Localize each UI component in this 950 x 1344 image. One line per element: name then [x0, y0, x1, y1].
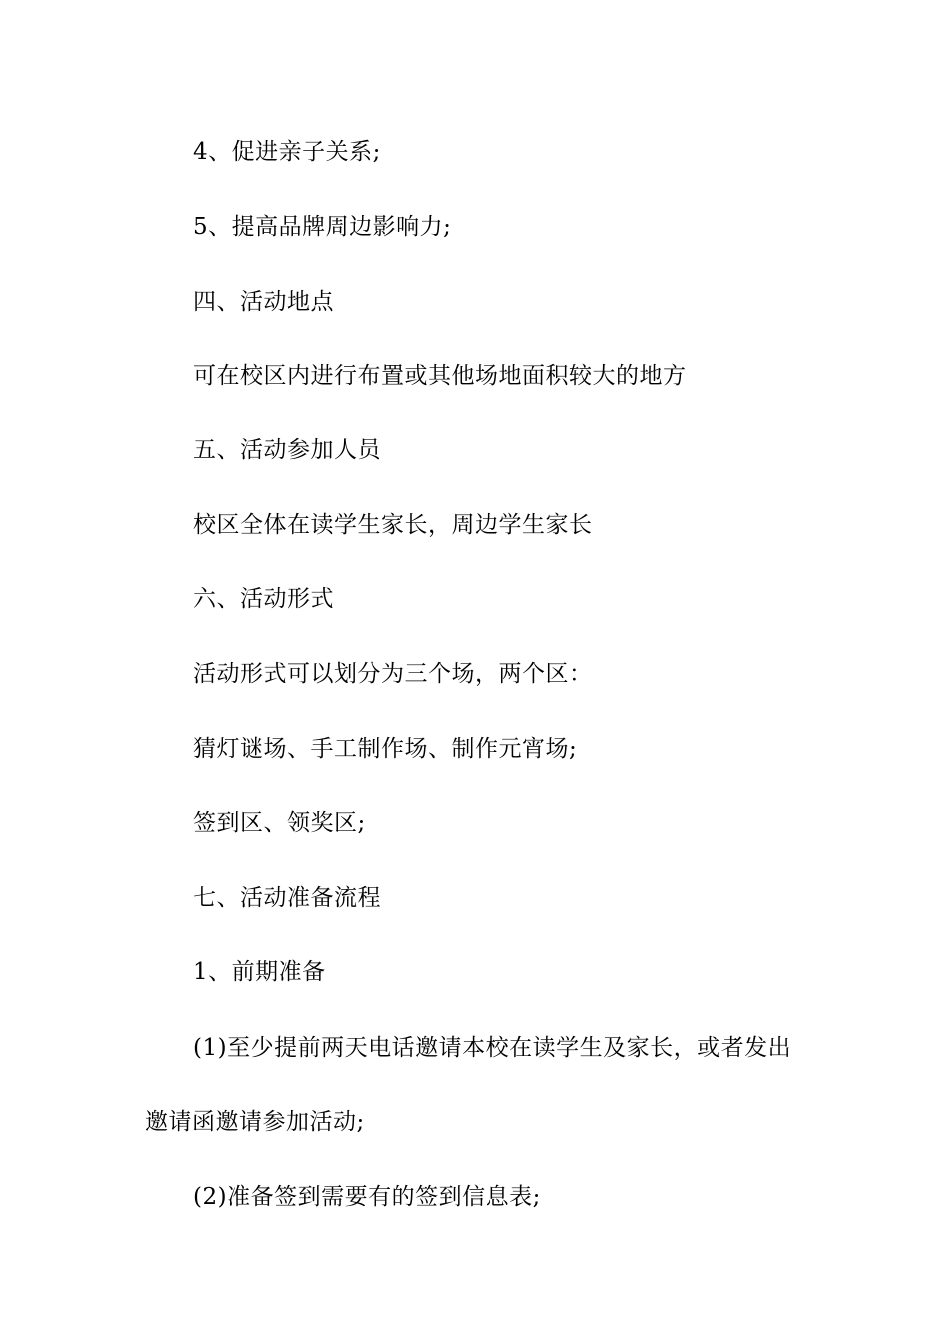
section-heading-participants: 五、活动参加人员 — [193, 437, 381, 463]
paragraph-areas: 签到区、领奖区; — [193, 810, 366, 836]
paragraph-format: 活动形式可以划分为三个场，两个区： — [193, 661, 593, 687]
subheading-early-prep: 1、前期准备 — [193, 959, 326, 985]
paragraph-location: 可在校区内进行布置或其他场地面积较大的地方 — [193, 363, 687, 389]
list-item-brand-influence: 5、提高品牌周边影响力; — [193, 214, 452, 240]
paragraph-invite-line-2: 邀请函邀请参加活动; — [145, 1109, 365, 1135]
section-heading-preparation: 七、活动准备流程 — [193, 885, 381, 911]
paragraph-signin-sheet: (2)准备签到需要有的签到信息表; — [193, 1184, 541, 1210]
paragraph-participants: 校区全体在读学生家长，周边学生家长 — [193, 512, 593, 538]
section-heading-format: 六、活动形式 — [193, 586, 334, 612]
section-heading-location: 四、活动地点 — [193, 289, 334, 315]
paragraph-venues: 猜灯谜场、手工制作场、制作元宵场; — [193, 736, 578, 762]
paragraph-invite-line-1: (1)至少提前两天电话邀请本校在读学生及家长，或者发出 — [193, 1035, 792, 1061]
list-item-promote-parent-child: 4、促进亲子关系; — [193, 139, 381, 165]
